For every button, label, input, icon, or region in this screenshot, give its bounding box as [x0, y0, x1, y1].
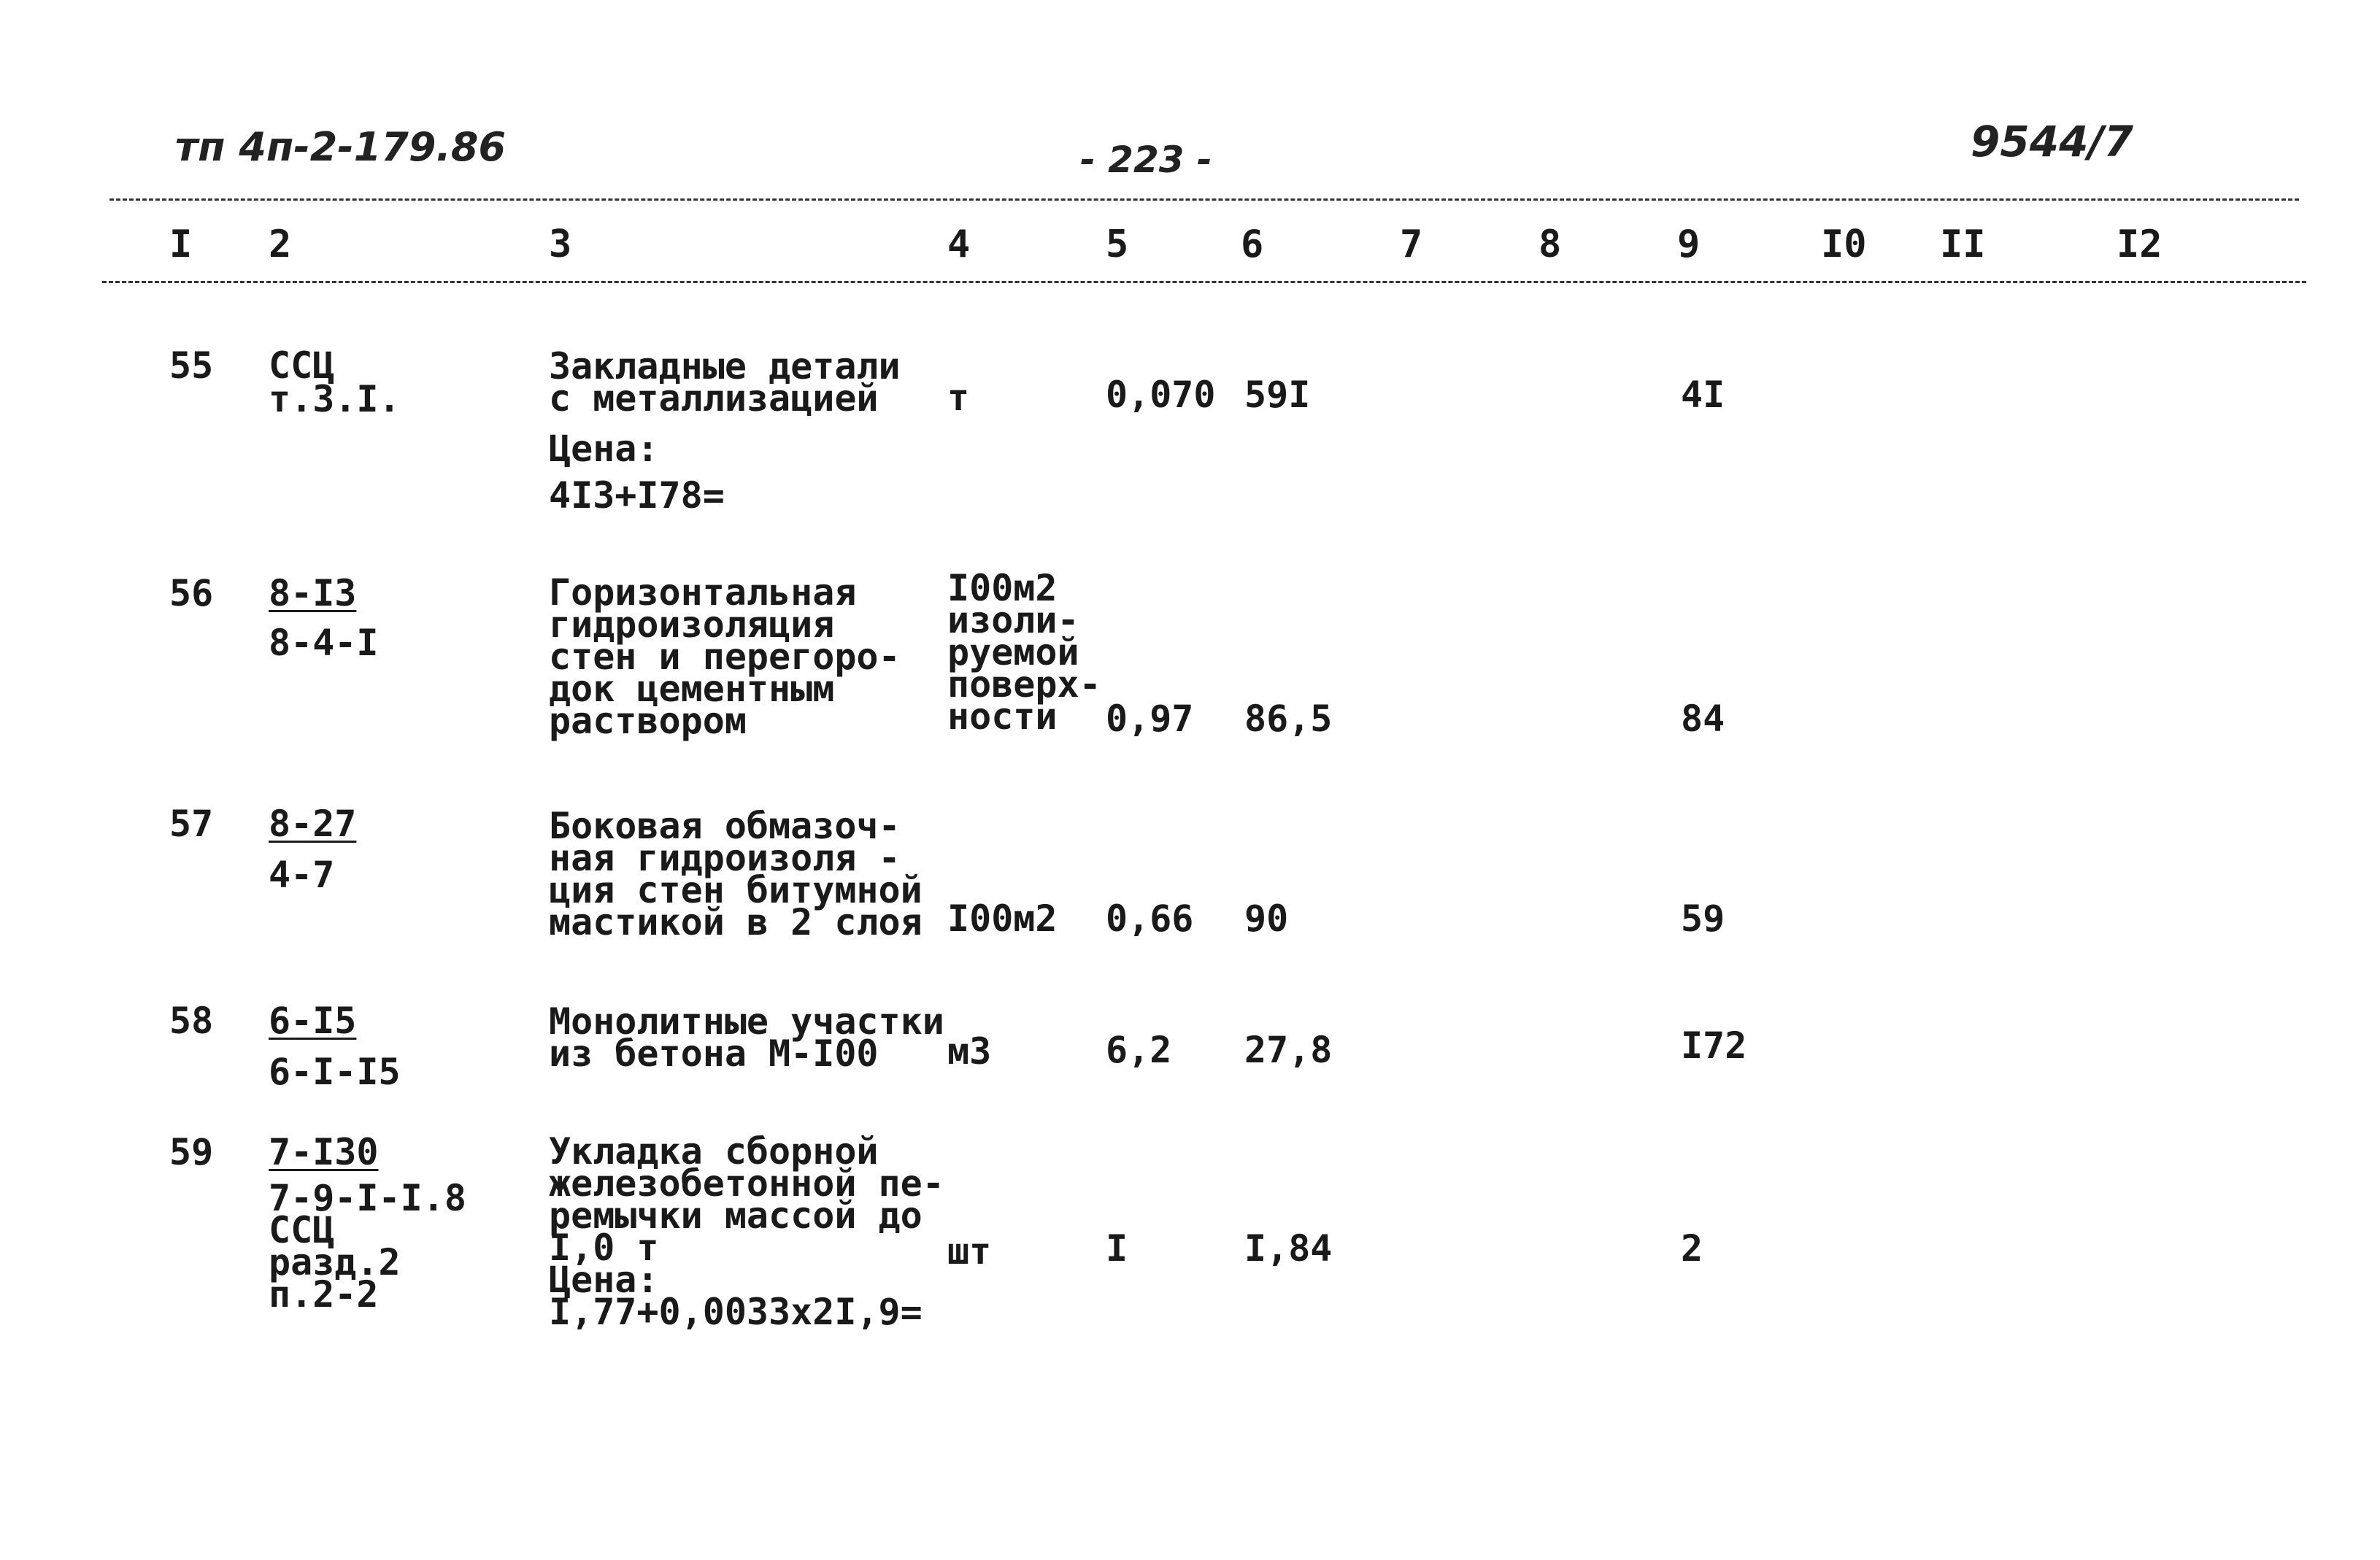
unit-price: 86,5 — [1244, 698, 1333, 740]
quantity: I — [1106, 1227, 1128, 1270]
norm-code-top: 8-27 — [269, 803, 357, 845]
total-cost: 2 — [1681, 1227, 1703, 1270]
norm-code-bottom: 4-7 — [269, 854, 335, 896]
work-description: Монолитные участки из бетона М-I00 — [549, 1000, 944, 1075]
page-number: - 223 - — [1080, 139, 1212, 181]
unit-price: I,84 — [1244, 1227, 1333, 1270]
row-number: 59 — [169, 1131, 214, 1173]
column-header: 3 — [549, 223, 572, 266]
unit-price: 27,8 — [1244, 1029, 1333, 1071]
work-description: Укладка сборной железобетонной пе- ремычки массой до I,0 т Цена: I,77+0,0033х2I,9= — [549, 1130, 944, 1333]
column-header: II — [1940, 223, 1986, 266]
total-cost: 4I — [1681, 374, 1725, 416]
total-cost: I72 — [1681, 1024, 1747, 1067]
norm-code-bottom: 6-I-I5 — [269, 1051, 401, 1093]
unit: м3 — [947, 1030, 992, 1073]
column-header: 6 — [1241, 223, 1264, 266]
unit: I00м2 — [947, 897, 1058, 940]
sheet-number: 9544/7 — [1971, 117, 2133, 166]
column-header: 4 — [947, 223, 971, 266]
norm-code-extra: 7-9-I-I.8 ССЦ разд.2 п.2-2 — [269, 1177, 466, 1316]
work-description: Боковая обмазоч- ная гидроизоля - ция стен битумной мастикой в 2 слоя — [549, 805, 923, 943]
norm-code-top: 7-I30 — [269, 1131, 379, 1173]
document-code: тп 4п-2-179.86 — [175, 124, 507, 170]
unit: т — [947, 377, 970, 419]
column-header: I0 — [1821, 223, 1867, 266]
quantity: 0,66 — [1106, 897, 1194, 940]
price-label: Цена: — [549, 428, 659, 470]
norm-code-bottom: 8-4-I — [269, 622, 379, 664]
column-header: 8 — [1538, 223, 1562, 266]
norm-code: ССЦ т.3.I. — [269, 344, 401, 420]
column-header: 7 — [1400, 223, 1423, 266]
quantity: 0,97 — [1106, 698, 1194, 740]
row-number: 57 — [169, 803, 214, 845]
row-number: 55 — [169, 344, 214, 387]
header-rule-top — [109, 198, 2299, 201]
unit-price: 90 — [1244, 897, 1289, 940]
column-header: 2 — [269, 223, 292, 266]
quantity: 0,070 — [1106, 374, 1216, 416]
column-header: I2 — [2117, 223, 2163, 266]
unit: шт — [947, 1230, 992, 1273]
header-rule-bottom — [102, 281, 2306, 283]
norm-code-top: 6-I5 — [269, 1000, 357, 1042]
work-description: Горизонтальная гидроизоляция стен и перегоро- док цементным раствором — [549, 571, 901, 742]
work-description: Закладные детали с металлизацией — [549, 345, 901, 420]
column-header: 9 — [1677, 223, 1701, 266]
column-header: I — [169, 223, 193, 266]
row-number: 56 — [169, 572, 214, 614]
unit-price: 59I — [1244, 374, 1311, 416]
total-cost: 59 — [1681, 897, 1725, 940]
column-header: 5 — [1106, 223, 1129, 266]
norm-code-top: 8-I3 — [269, 572, 357, 614]
total-cost: 84 — [1681, 698, 1725, 740]
unit: I00м2 изоли- руемой поверх- ности — [947, 567, 1101, 738]
price-formula: 4I3+I78= — [549, 474, 725, 517]
quantity: 6,2 — [1106, 1029, 1172, 1071]
row-number: 58 — [169, 1000, 214, 1042]
